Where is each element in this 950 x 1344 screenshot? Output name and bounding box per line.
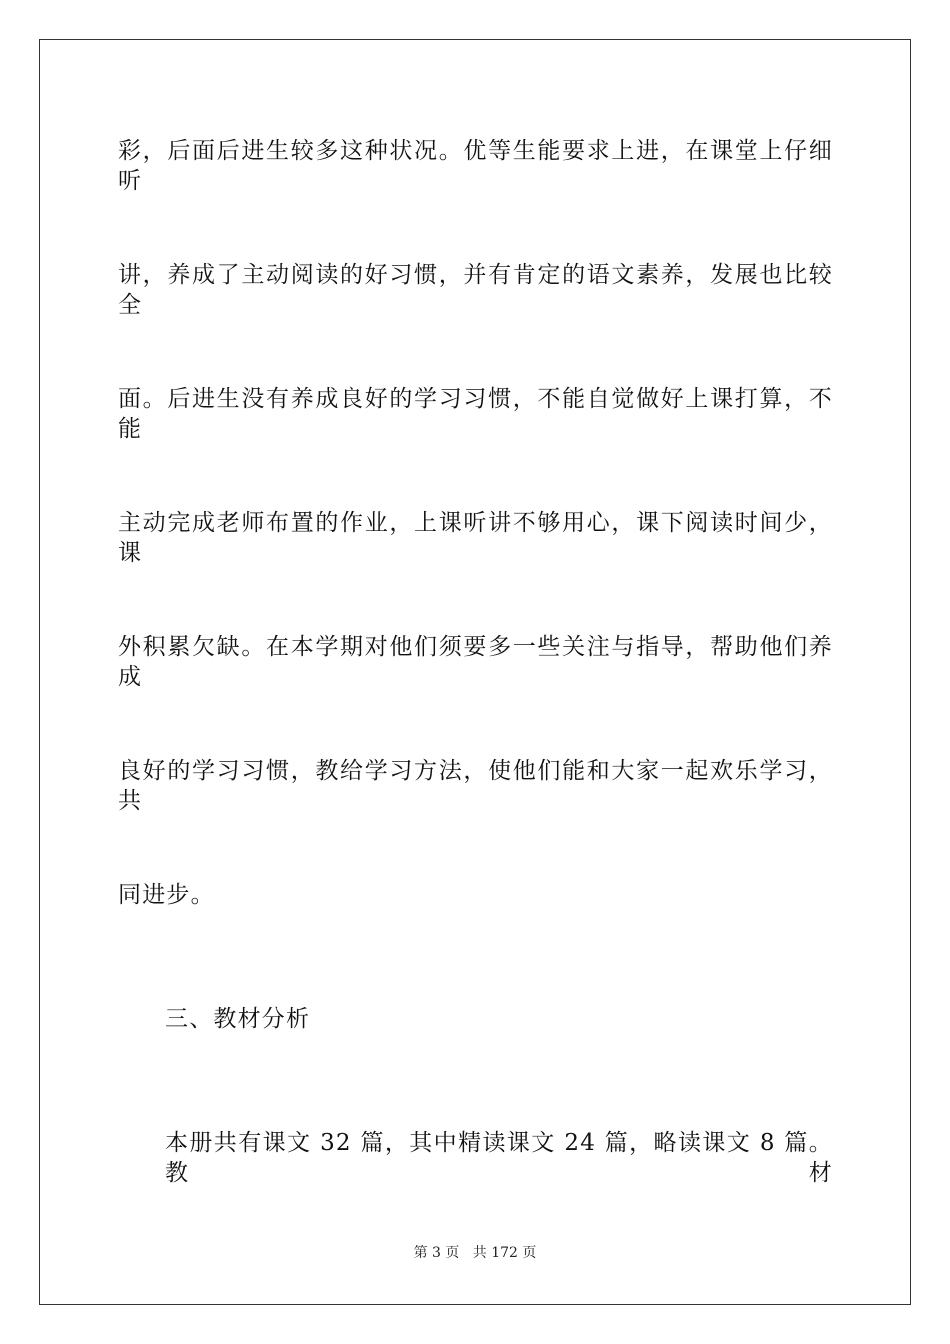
paragraph-line-7: 同进步。 xyxy=(118,882,215,908)
page-border xyxy=(39,39,911,1305)
paragraph-line-2: 讲，养成了主动阅读的好习惯，并有肯定的语文素养，发展也比较全 xyxy=(118,262,833,318)
paragraph-line-6: 良好的学习习惯，教给学习方法，使他们能和大家一起欢乐学习，共 xyxy=(118,758,833,814)
page-number-footer: 第 3 页 共 172 页 xyxy=(413,1245,537,1261)
paragraph-line-3: 面。后进生没有养成良好的学习习惯，不能自觉做好上课打算，不能 xyxy=(118,386,833,442)
paragraph-line-4: 主动完成老师布置的作业，上课听讲不够用心，课下阅读时间少，课 xyxy=(118,510,833,566)
section-heading: 三、教材分析 xyxy=(165,1006,311,1032)
section-paragraph-line-1: 本册共有课文 32 篇，其中精读课文 24 篇，略读课文 8 篇。教材 xyxy=(165,1130,833,1186)
paragraph-line-5: 外积累欠缺。在本学期对他们须要多一些关注与指导，帮助他们养成 xyxy=(118,634,833,690)
paragraph-line-1: 彩，后面后进生较多这种状况。优等生能要求上进，在课堂上仔细听 xyxy=(118,138,833,194)
